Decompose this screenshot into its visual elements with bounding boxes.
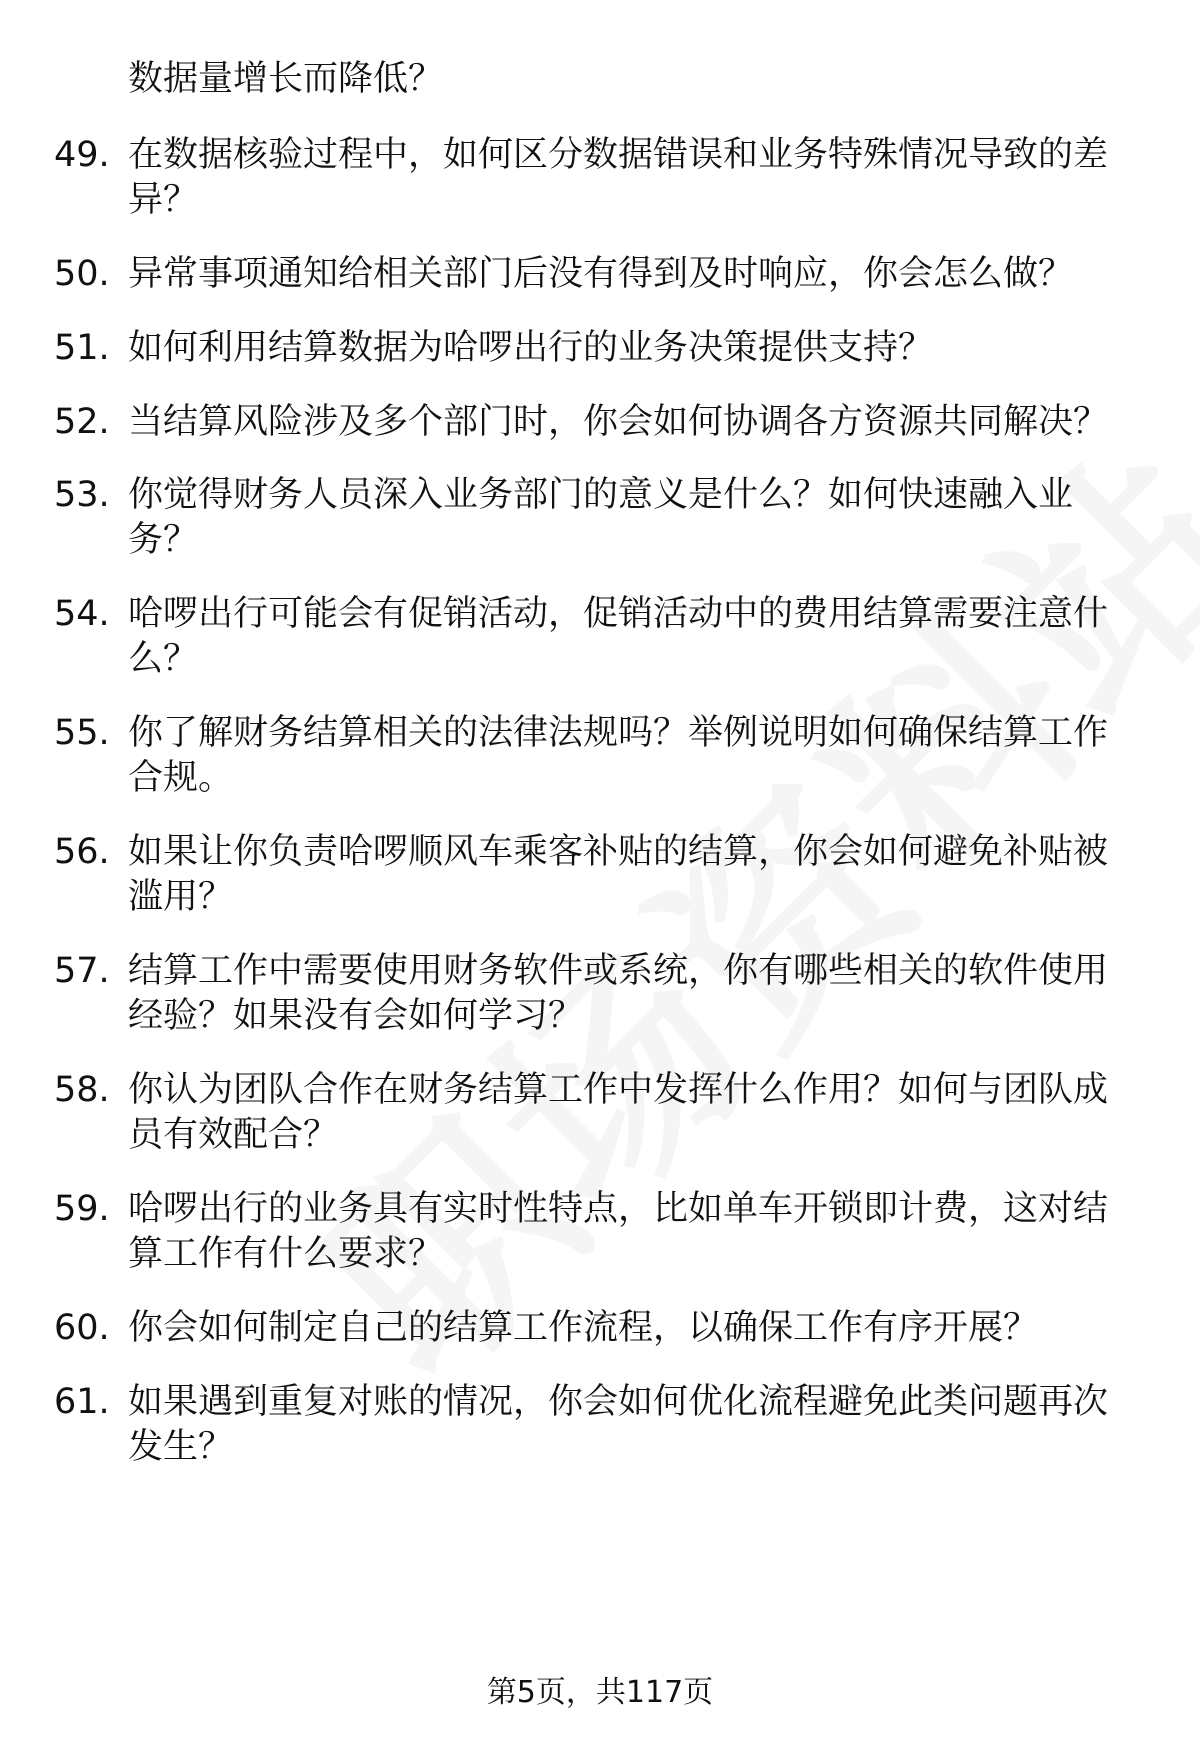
question-text: 如何利用结算数据为哈啰出行的业务决策提供支持？ [128,328,934,368]
question-text: 异常事项通知给相关部门后没有得到及时响应，你会怎么做？ [128,254,1074,294]
question-number: 60. [54,1308,110,1348]
question-text: 务？ [128,520,199,560]
question-number: 58. [54,1070,110,1110]
question-text: 员有效配合？ [128,1115,339,1155]
question-number: 59. [54,1189,110,1229]
question-number: 54. [54,594,110,634]
question-number: 53. [54,475,110,515]
question-number: 51. [54,328,110,368]
question-text: 你了解财务结算相关的法律法规吗？举例说明如何确保结算工作 [128,713,1109,753]
question-text: 么？ [128,639,199,679]
question-text: 如果遇到重复对账的情况，你会如何优化流程避免此类问题再次 [128,1382,1109,1422]
question-text: 如果让你负责哈啰顺风车乘客补贴的结算，你会如何避免补贴被 [128,832,1109,872]
question-number: 56. [54,832,110,872]
question-text: 合规。 [128,758,234,798]
question-text: 哈啰出行可能会有促销活动，促销活动中的费用结算需要注意什 [128,594,1109,634]
question-text: 滥用？ [128,877,234,917]
question-text: 当结算风险涉及多个部门时，你会如何协调各方资源共同解决？ [128,402,1109,442]
question-number: 50. [54,254,110,294]
question-number: 49. [54,135,110,175]
question-text: 哈啰出行的业务具有实时性特点，比如单车开锁即计费，这对结 [128,1189,1109,1229]
question-number: 57. [54,951,110,991]
question-text: 你会如何制定自己的结算工作流程，以确保工作有序开展？ [128,1308,1039,1348]
question-text: 你认为团队合作在财务结算工作中发挥什么作用？如何与团队成 [128,1070,1109,1110]
question-text: 你觉得财务人员深入业务部门的意义是什么？如何快速融入业 [128,475,1074,515]
question-text: 在数据核验过程中，如何区分数据错误和业务特殊情况导致的差 [128,135,1109,175]
continuation-text: 数据量增长而降低？ [128,59,444,99]
question-text: 算工作有什么要求？ [128,1234,444,1274]
question-number: 52. [54,402,110,442]
question-number: 61. [54,1382,110,1422]
page-footer: 第5页，共117页 [486,1675,714,1710]
question-text: 发生？ [128,1427,234,1467]
question-text: 经验？如果没有会如何学习？ [128,996,584,1036]
question-number: 55. [54,713,110,753]
question-text: 结算工作中需要使用财务软件或系统，你有哪些相关的软件使用 [128,951,1109,991]
question-text: 异？ [128,180,199,220]
